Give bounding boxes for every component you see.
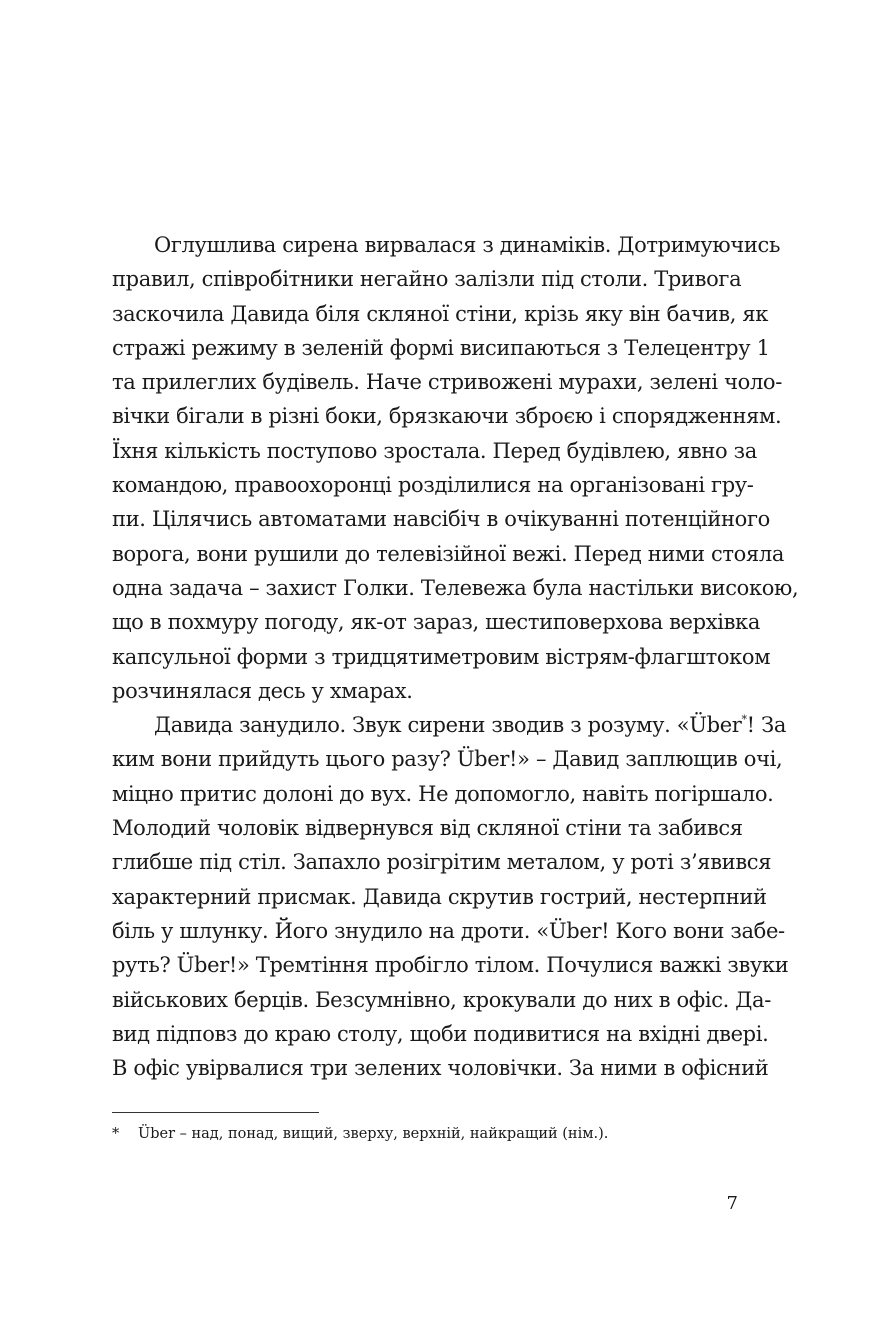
text-line: що в похмуру погоду, як-от зараз, шестиповерхова верхівка: [112, 610, 760, 635]
text-line: біль у шлунку. Його знудило на дроти. «Über! Кого вони забе-: [112, 918, 785, 943]
footnote: [112, 1124, 740, 1144]
paragraph-2: [112, 708, 789, 1085]
footnote-marker: *: [112, 1126, 120, 1142]
text-line: Молодий чоловік відвернувся від скляної стіни та забився: [112, 816, 743, 841]
text-line: ким вони прийдуть цього разу? Über!» – Давид заплющив очі,: [112, 747, 783, 772]
paragraph-1: [112, 228, 799, 708]
text-line: командою, правоохоронці розділилися на організовані гру-: [112, 473, 754, 498]
text-line: та прилеглих будівель. Наче стривожені мурахи, зелені чоло-: [112, 370, 782, 395]
text-segment: Давида занудило. Звук сирени зводив з розуму. «Über: [154, 713, 742, 738]
text-line: міцно притис долоні до вух. Не допомогло, навіть погіршало.: [112, 781, 774, 806]
text-line: вид підповз до краю столу, щоби подивитися на вхідні двері.: [112, 1021, 769, 1046]
footnote-text: Über – над, понад, вищий, зверху, верхній, найкращий (нім.).: [138, 1126, 609, 1142]
text-line: військових берців. Безсумнівно, крокували до них в офіс. Да-: [112, 987, 771, 1012]
text-line: розчинялася десь у хмарах.: [112, 678, 413, 703]
text-line: капсульної форми з тридцятиметровим вістрям-флагштоком: [112, 644, 771, 669]
text-line: В офіс увірвалися три зелених чоловічки. За ними в офісний: [112, 1056, 769, 1081]
text-line: Їхня кількість поступово зростала. Перед будівлею, явно за: [112, 438, 757, 463]
text-line: стражі режиму в зеленій формі висипаються з Телецентру 1: [112, 335, 770, 360]
text-line: правил, співробітники негайно залізли під столи. Тривога: [112, 267, 742, 292]
text-line: вічки бігали в різні боки, брязкаючи зброєю і спорядженням.: [112, 404, 782, 429]
footnote-reference[interactable]: *: [741, 713, 747, 727]
text-line: Оглушлива сирена вирвалася з динаміків. Дотримуючись: [154, 233, 781, 257]
text-line: заскочила Давида біля скляної стіни, крізь яку він бачив, як: [112, 301, 769, 326]
text-line: ворога, вони рушили до телевізійної вежі. Перед ними стояла: [112, 541, 785, 566]
text-line: [112, 708, 786, 742]
text-line: руть? Über!» Тремтіння пробігло тілом. Почулися важкі звуки: [112, 953, 789, 978]
text-line: характерний присмак. Давида скрутив гострий, нестерпний: [112, 884, 767, 909]
text-line: пи. Цілячись автоматами навсібіч в очікуванні потенційного: [112, 507, 770, 532]
text-line: глибше під стіл. Запахло розігрітим металом, у роті з’явився: [112, 850, 772, 875]
main-text: [112, 228, 799, 1085]
text-line: одна задача – захист Голки. Телевежа була настільки високою,: [112, 575, 799, 600]
page-number: 7: [726, 1193, 738, 1214]
footnote-divider: [112, 1112, 319, 1113]
text-segment: ! За: [746, 713, 786, 738]
